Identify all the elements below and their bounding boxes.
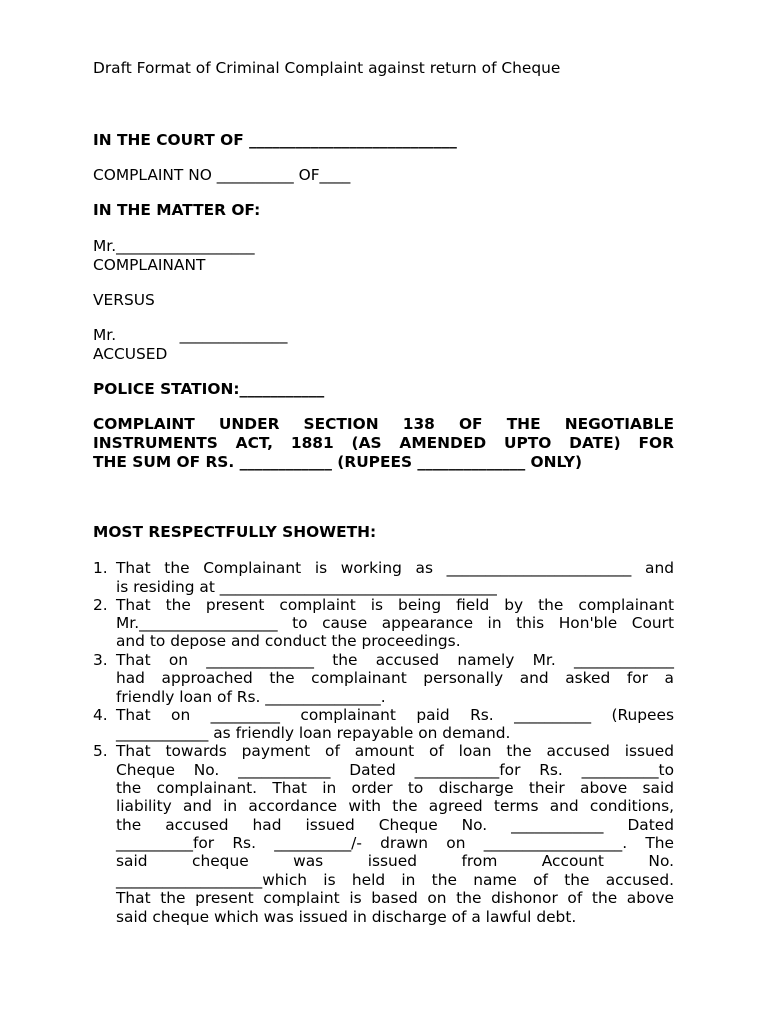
item-line: That the present complaint is based on the dishonor of the above [116, 889, 674, 907]
complaint-heading-line: INSTRUMENTS ACT, 1881 (AS AMENDED UPTO DATE) FOR [93, 434, 674, 452]
item-line: ___________________which is held in the name of the accused. [116, 871, 674, 889]
item-line: and to depose and conduct the proceedings. [116, 632, 461, 650]
item-number: 4. [93, 706, 108, 724]
item-number: 5. [93, 742, 108, 760]
complaint-heading-line: THE SUM OF RS. ____________ (RUPEES ______________ ONLY) [93, 453, 583, 471]
item-line: the complainant. That in order to discharge their above said [116, 779, 674, 797]
item-line: liability and in accordance with the agreed terms and conditions, [116, 797, 674, 815]
item-line: That on _________ complainant paid Rs. __________ (Rupees [116, 706, 674, 724]
complainant-name-line: Mr.__________________ [93, 237, 255, 255]
item-line: That the present complaint is being field by the complainant [116, 596, 674, 614]
item-line: is residing at ____________________________________ [116, 578, 497, 596]
matter-heading: IN THE MATTER OF: [93, 201, 261, 219]
complaint-heading-line: COMPLAINT UNDER SECTION 138 OF THE NEGOTIABLE [93, 415, 674, 433]
item-line: friendly loan of Rs. _______________. [116, 688, 386, 706]
item-line: That on ______________ the accused namely Mr. _____________ [116, 651, 674, 669]
item-line: said cheque was issued from Account No. [116, 852, 674, 870]
item-line: Cheque No. ____________ Dated ___________for Rs. __________to [116, 761, 674, 779]
item-line: That the Complainant is working as ________________________ and [116, 559, 674, 577]
item-number: 1. [93, 559, 108, 577]
item-number: 2. [93, 596, 108, 614]
item-line: Mr.__________________ to cause appearance in this Hon'ble Court [116, 614, 674, 632]
police-station-line: POLICE STATION:___________ [93, 380, 325, 398]
item-line: ____________ as friendly loan repayable on demand. [116, 724, 511, 742]
accused-label: ACCUSED [93, 345, 168, 363]
court-line: IN THE COURT OF ___________________________ [93, 131, 457, 149]
accused-name-line: Mr. ______________ [93, 326, 288, 344]
item-line: had approached the complainant personally and asked for a [116, 669, 674, 687]
document-title: Draft Format of Criminal Complaint against return of Cheque [93, 59, 561, 77]
showeth-heading: MOST RESPECTFULLY SHOWETH: [93, 523, 377, 541]
item-number: 3. [93, 651, 108, 669]
versus-label: VERSUS [93, 291, 155, 309]
item-line: the accused had issued Cheque No. ____________ Dated [116, 816, 674, 834]
item-line: __________for Rs. __________/- drawn on __________________. The [116, 834, 674, 852]
complaint-number-line: COMPLAINT NO __________ OF____ [93, 166, 351, 184]
complainant-label: COMPLAINANT [93, 256, 206, 274]
item-line: That towards payment of amount of loan the accused issued [116, 742, 674, 760]
item-line: said cheque which was issued in discharge of a lawful debt. [116, 908, 577, 926]
